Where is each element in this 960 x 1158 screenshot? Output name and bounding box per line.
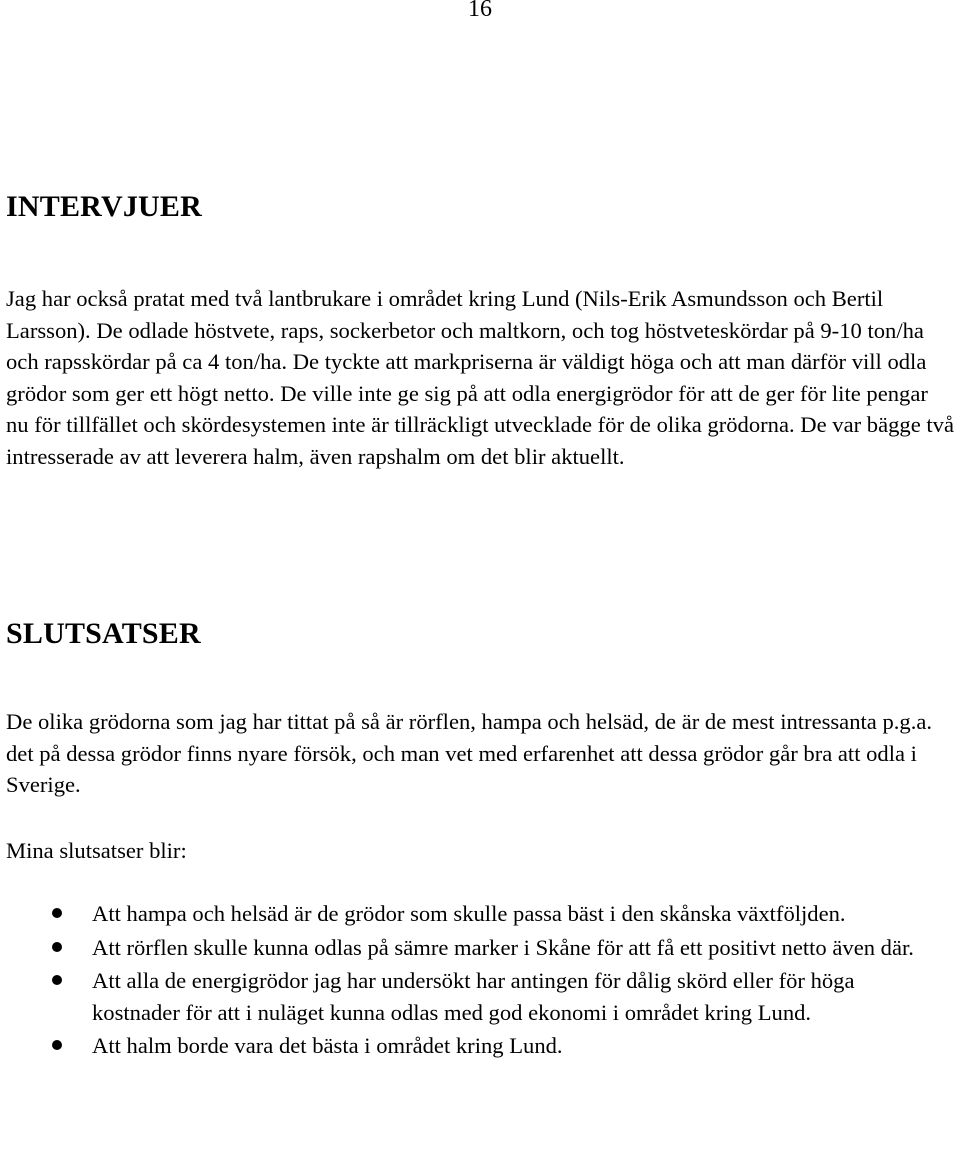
bullet-icon — [52, 942, 62, 952]
bullet-text: Att hampa och helsäd är de grödor som skulle passa bäst i den skånska växtföljden. — [92, 901, 846, 926]
section-heading-conclusions: SLUTSATSER — [6, 617, 201, 650]
bullet-item — [0, 932, 942, 964]
bullet-text: Att rörflen skulle kunna odlas på sämre marker i Skåne för att få ett positivt netto även där. — [92, 934, 914, 960]
bullet-icon — [52, 975, 62, 985]
bullet-item — [0, 898, 942, 930]
page-number: 16 — [468, 0, 492, 22]
bullet-text: Att alla de energigrödor jag har undersökt har antingen för dålig skörd eller för höga kostnader för att i nuläget kunna odlas med god ekonomi i området kring Lund. — [92, 968, 855, 1025]
bullet-icon — [52, 908, 62, 918]
bullet-text: Att halm borde vara det bästa i området kring Lund. — [92, 1033, 563, 1059]
conclusions-bullet-list — [0, 898, 960, 1064]
bullet-icon — [52, 1040, 62, 1050]
conclusions-intro: Mina slutsatser blir: — [6, 838, 187, 863]
bullet-item — [0, 965, 942, 1028]
conclusions-paragraph: De olika grödorna som jag har tittat på så är rörflen, hampa och helsäd, de är de mest intressanta p.g.a. det på dessa grödor finns nyare försök, och man vet med erfarenhet att dessa grödor går bra att odla i Sverige. — [6, 709, 933, 798]
bullet-item — [0, 1030, 942, 1062]
section-heading-interviews: INTERVJUER — [6, 190, 202, 223]
interviews-paragraph: Jag har också pratat med två lantbrukare i området kring Lund (Nils-Erik Asmundsson och Bertil Larsson). De odlade höstvete, raps, sockerbetor och maltkorn, och tog höstveteskördar på 9-10 ton/ha och rapsskördar på ca 4 ton/ha. De tyckte att markpriserna är väldigt höga och att man därför vill odla grödor som ger ett högt netto. De ville inte ge sig på att odla energigrödor för att de ger för lite pengar nu för tillfället och skördesystemen inte är tillräckligt utvecklade för de olika grödorna. De var bägge två intresserade av att leverera halm, även rapshalm om det blir aktuellt. — [6, 286, 954, 469]
